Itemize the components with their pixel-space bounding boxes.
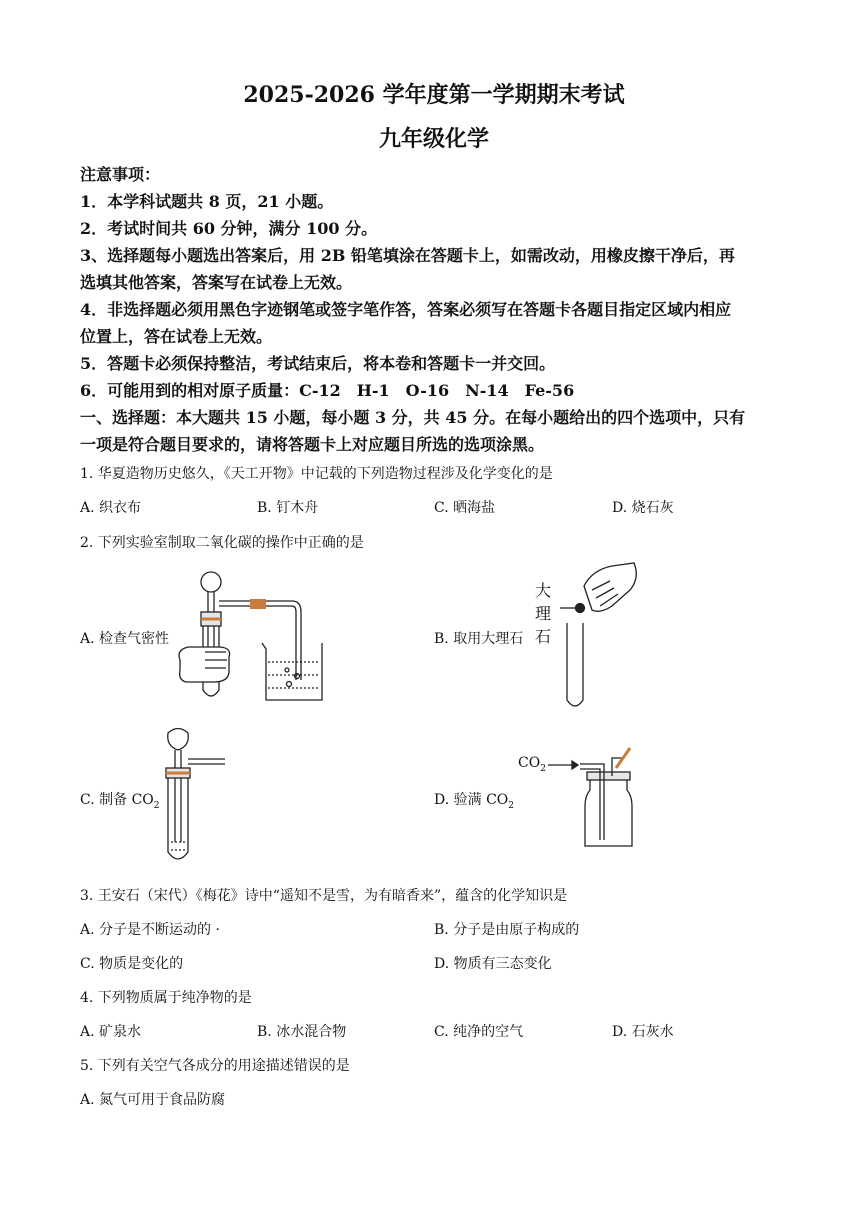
notice-item-5: 5．答题卡必须保持整洁，考试结束后，将本卷和答题卡一并交回。: [80, 354, 556, 373]
notice-item-2: 2．考试时间共 60 分钟，满分 100 分。: [80, 219, 378, 238]
question-4-option-b: B. 冰水混合物: [257, 1024, 347, 1040]
subscript-2: 2: [540, 763, 546, 774]
question-2-stem: 2. 下列实验室制取二氧化碳的操作中正确的是: [80, 535, 364, 551]
exam-subtitle: 九年级化学: [378, 126, 489, 152]
notice-item-6: 6．可能用到的相对原子质量：C-12 H-1 O-16 N-14 Fe-56: [80, 381, 575, 400]
question-1-stem: 1. 华夏造物历史悠久，《天工开物》中记载的下列造物过程涉及化学变化的是: [80, 466, 553, 482]
marble-label-1: 大: [535, 581, 552, 600]
question-1-option-c: C. 晒海盐: [434, 500, 496, 516]
notice-item-4-cont: 位置上，答在试卷上无效。: [80, 327, 273, 346]
question-2-option-c: C. 制备 $CO_2$: [80, 792, 160, 811]
question-1-option-b: B. 钉木舟: [257, 500, 319, 516]
exam-title: 2025-2026 学年度第一学期期末考试: [243, 82, 625, 108]
section-heading-line2: 一项是符合题目要求的，请将答题卡上对应题目所选的选项涂黑。: [80, 435, 545, 454]
notice-heading: 注意事项：: [80, 165, 161, 184]
question-3-option-b: B. 分子是由原子构成的: [434, 922, 580, 938]
question-5-stem: 5. 下列有关空气各成分的用途描述错误的是: [80, 1058, 350, 1074]
question-4-option-c: C. 纯净的空气: [434, 1024, 524, 1040]
question-3-option-a: A. 分子是不断运动的 ·: [80, 922, 220, 938]
question-3-stem: 3. 王安石（宋代）《梅花》诗中“遥知不是雪，为有暗香来”，蕴含的化学知识是: [80, 888, 568, 904]
question-4-option-a: A. 矿泉水: [80, 1024, 142, 1040]
co2-arrow-label: $CO_2$: [518, 755, 546, 774]
question-2-option-b: B. 取用大理石: [434, 631, 524, 647]
marble-label-2: 理: [535, 604, 552, 623]
notice-item-3-cont: 选填其他答案，答案写在试卷上无效。: [80, 273, 353, 292]
subscript-2: 2: [153, 800, 160, 811]
question-1-option-d: D. 烧石灰: [612, 500, 674, 516]
question-3-option-c: C. 物质是变化的: [80, 956, 184, 972]
question-4-option-d: D. 石灰水: [612, 1024, 674, 1040]
subscript-2: 2: [508, 800, 514, 811]
question-2-option-d: D. 验满 $CO_2$: [434, 792, 514, 811]
section-heading-line1: 一、选择题：本大题共 15 小题，每小题 3 分，共 45 分。在每小题给出的四个选项中，只有: [80, 408, 746, 427]
notice-item-4: 4．非选择题必须用黑色字迹钢笔或签字笔作答，答案必须写在答题卡各题目指定区域内相应: [80, 300, 732, 319]
notice-item-3: 3、选择题每小题选出答案后，用 2B 铅笔填涂在答题卡上，如需改动，用橡皮擦干净后，再: [80, 246, 735, 265]
question-5-option-a: A. 氮气可用于食品防腐: [80, 1092, 226, 1108]
marble-label-3: 石: [535, 627, 552, 646]
notice-item-1: 1．本学科试题共 8 页，21 小题。: [80, 192, 334, 211]
question-3-option-d: D. 物质有三态变化: [434, 956, 552, 972]
question-4-stem: 4. 下列物质属于纯净物的是: [80, 990, 252, 1006]
question-2-option-a: A. 检查气密性: [80, 631, 170, 647]
question-1-option-a: A. 织衣布: [80, 500, 142, 516]
